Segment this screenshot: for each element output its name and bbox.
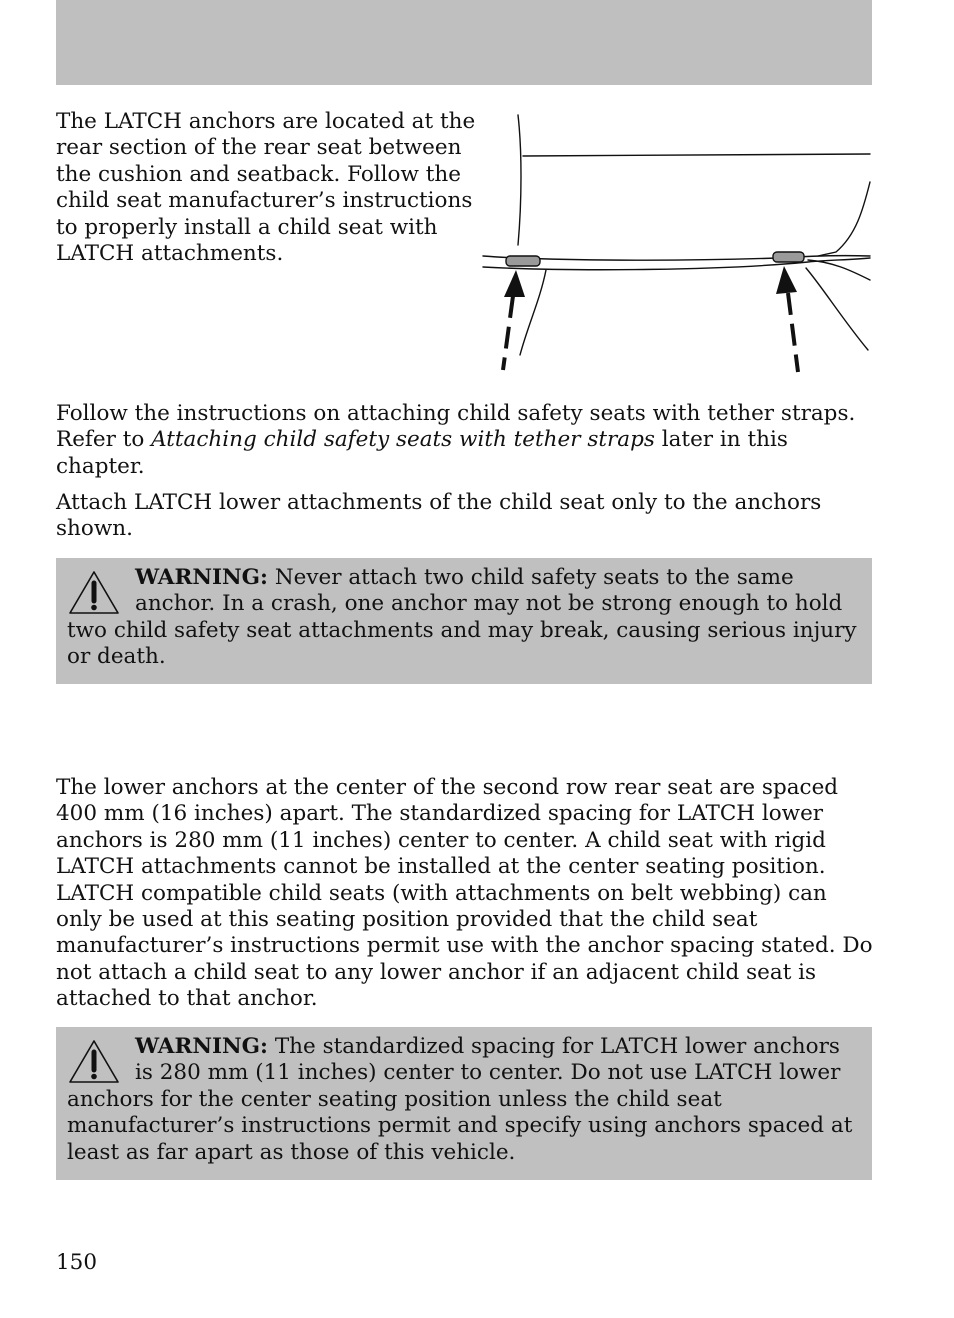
para1-text-end: later in this chapter. bbox=[56, 427, 788, 479]
dashed-arrow-left-icon bbox=[503, 270, 525, 370]
warning-text: The standardized spacing for LATCH lower anchors is 280 mm (11 inches) center to center. Do not use LATCH lower anchors for the center seating position unless the child seat manufacturer’s instructions permit and specify using anchors spaced at least as far apart as those of this vehicle. bbox=[67, 1034, 853, 1165]
intro-paragraph: The LATCH anchors are located at the rear section of the rear seat between the cushion and seatback. Follow the child seat manufacturer’s instructions to properly install a child seat with LATCH attachments. bbox=[56, 109, 476, 267]
seat-crease-upper bbox=[483, 256, 870, 261]
latch-anchor-illustration bbox=[478, 110, 872, 380]
warning-label: WARNING: bbox=[135, 1034, 268, 1059]
seatback-right-edge bbox=[818, 182, 870, 256]
para1-text: Follow the instructions on attaching child safety seats with tether straps. Refer to bbox=[56, 401, 856, 453]
seatback-left-edge bbox=[518, 115, 521, 245]
latch-anchor-left-icon bbox=[506, 256, 540, 266]
tether-section-reference: Attaching child safety seats with tether straps bbox=[151, 427, 655, 453]
latch-anchor-right-icon bbox=[773, 252, 804, 262]
warning-label: WARNING: bbox=[135, 565, 268, 590]
warning-triangle-icon bbox=[67, 1038, 121, 1086]
dashed-arrow-right-icon bbox=[776, 266, 798, 372]
center-anchor-spacing-paragraph: The lower anchors at the center of the second row rear seat are spaced 400 mm (16 inches) apart. The standardized spacing for LATCH lower anchors is 280 mm (11 inches) center to center. A child seat with rigid LATCH attachments cannot be installed at the center seating position. LATCH compatible child seats (with attachments on belt webbing) can only be used at this seating position provided that the child seat manufacturer’s instructions permit use with the anchor spacing stated. Do not attach a child seat to any lower anchor if an adjacent child seat is attached to that anchor. bbox=[56, 775, 873, 1012]
tether-instructions-paragraph bbox=[56, 401, 876, 480]
attach-anchors-paragraph: Attach LATCH lower attachments of the child seat only to the anchors shown. bbox=[56, 490, 822, 542]
seatback-top-line bbox=[523, 154, 870, 156]
header-band bbox=[56, 0, 872, 85]
cushion-right-fold bbox=[806, 268, 868, 350]
cushion-left-fold bbox=[520, 270, 546, 355]
warning-box-spacing bbox=[56, 1027, 872, 1180]
warning-triangle-icon bbox=[67, 569, 121, 617]
warning-text: Never attach two child safety seats to the same anchor. In a crash, one anchor may not be strong enough to hold two child safety seat attachments and may break, causing serious injury or death. bbox=[67, 565, 857, 670]
page-number: 150 bbox=[56, 1250, 98, 1275]
warning-box-anchor bbox=[56, 558, 872, 684]
cushion-right-fold-2 bbox=[808, 260, 870, 280]
